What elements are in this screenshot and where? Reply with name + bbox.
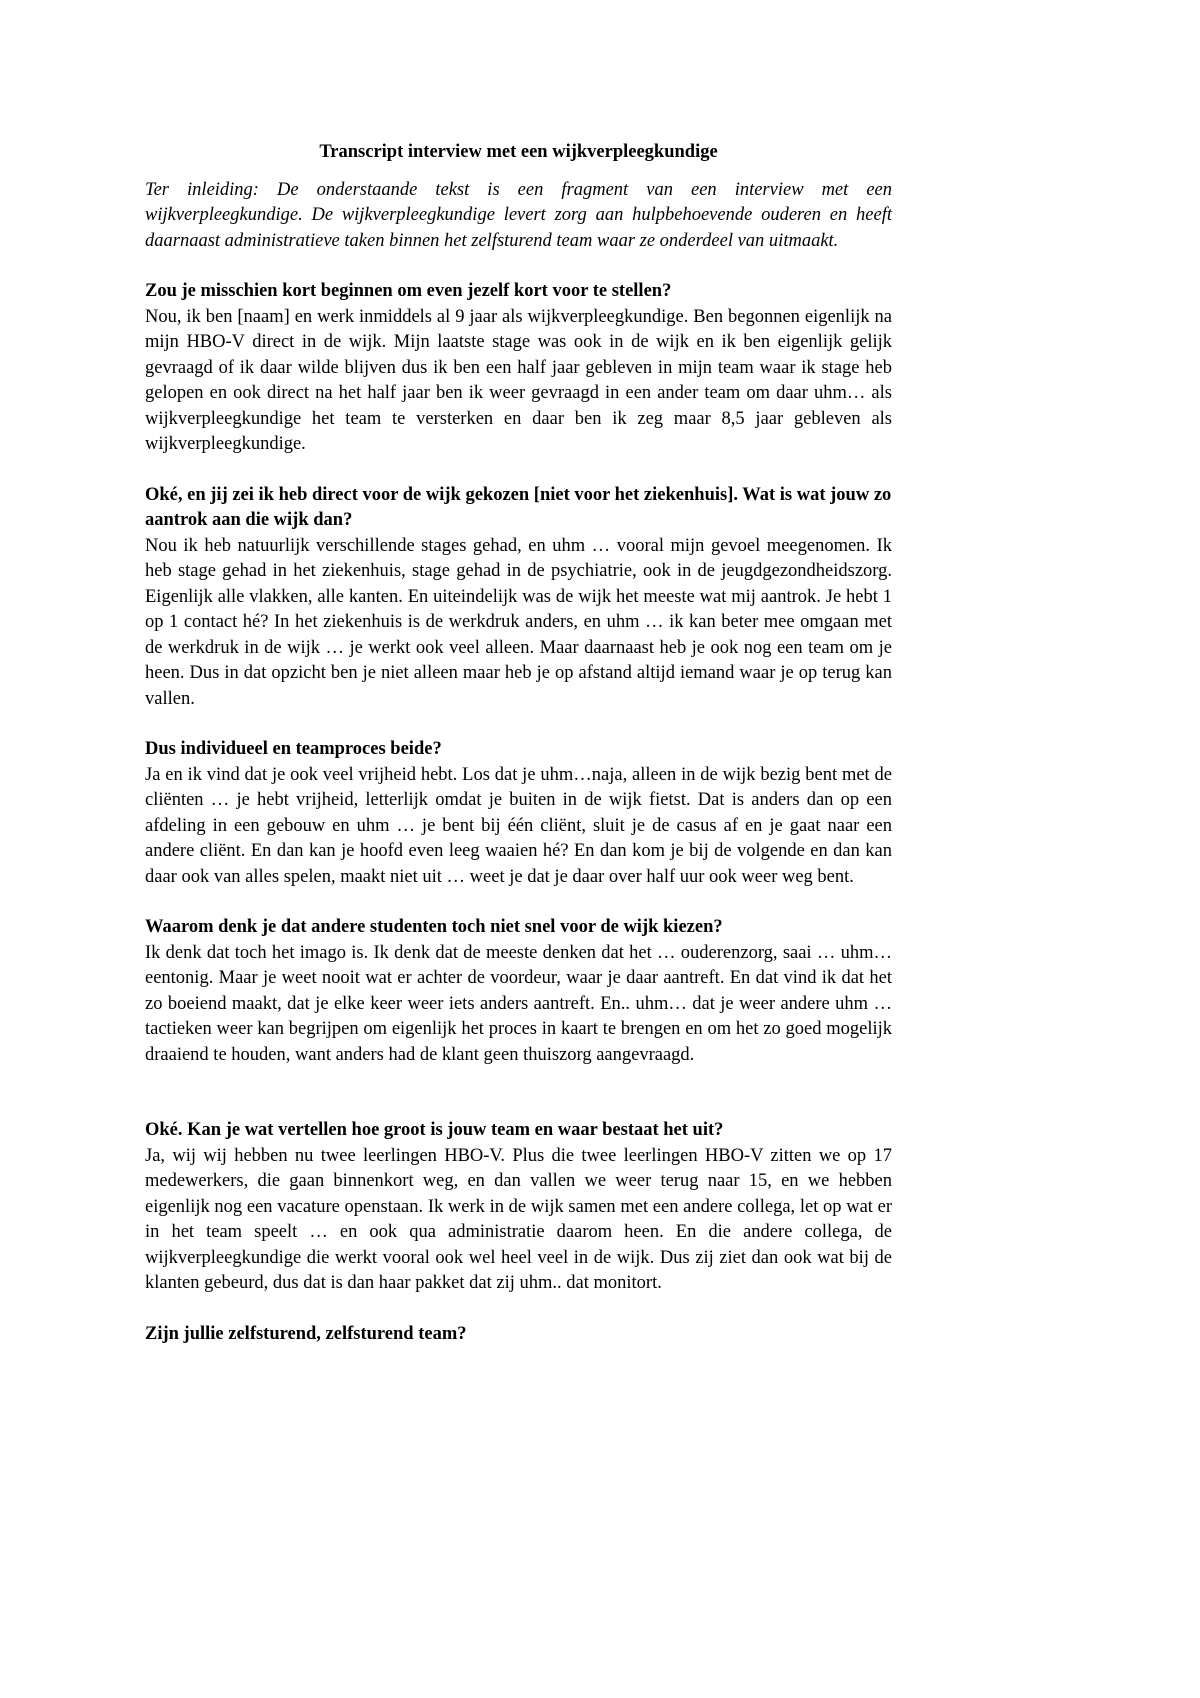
answer-1: Nou, ik ben [naam] en werk inmiddels al 9 jaar als wijkverpleegkundige. Ben begonnen eigenlijk na mijn HBO-V direct in de wijk. Mijn laatste stage was ook in de wijk en ik ben eigenlijk gelijk gevraagd of ik daar wilde blijven dus ik ben een half jaar gebleven in mijn team waar ik stage heb gelopen en ook direct na het half jaar ben ik weer gevraagd in een ander team om daar uhm… als wijkverpleegkundige het team te versterken en daar ben ik zeg maar 8,5 jaar gebleven als wijkverpleegkundige.	[145, 306, 892, 454]
document-title: Transcript interview met een wijkverpleegkundige	[319, 142, 718, 162]
question-1: Zou je misschien kort beginnen om even jezelf kort voor te stellen?	[145, 281, 672, 301]
qa-block-4	[145, 915, 892, 1068]
question-5: Oké. Kan je wat vertellen hoe groot is jouw team en waar bestaat het uit?	[145, 1120, 724, 1140]
qa-block-1	[145, 279, 892, 458]
answer-3: Ja en ik vind dat je ook veel vrijheid hebt. Los dat je uhm…naja, alleen in de wijk bezig bent met de cliënten … je hebt vrijheid, letterlijk omdat je buiten in de wijk fietst. Dat is anders dan op een afdeling in een gebouw en uhm … je bent bij één cliënt, sluit je de casus af en je gaat naar een andere cliënt. En dan kan je hoofd even leeg waaien hé? En dan kom je bij de volgende en dan kan daar ook van alles spelen, maakt niet uit … weet je dat je daar over half uur ook weer weg bent.	[145, 764, 892, 887]
answer-5: Ja, wij wij hebben nu twee leerlingen HBO-V. Plus die twee leerlingen HBO-V zitten we op 17 medewerkers, die gaan binnenkort weg, en dan vallen we weer terug naar 15, en we hebben eigenlijk nog een vacature openstaan. Ik werk in de wijk samen met een andere collega, let op wat er in het team speelt … en ook qua administratie daarom heen. En die andere collega, de wijkverpleegkundige die werkt vooral ook wel heel veel in de wijk. Dus zij ziet dan ook wat bij de klanten gebeurd, dus dat is dan haar pakket dat zij uhm.. dat monitort.	[145, 1145, 892, 1293]
qa-block-6	[145, 1322, 892, 1348]
qa-block-2	[145, 483, 892, 713]
qa-block-3	[145, 737, 892, 890]
question-2: Oké, en jij zei ik heb direct voor de wijk gekozen [niet voor het ziekenhuis]. Wat is wat jouw zo aantrok aan die wijk dan?	[145, 484, 892, 530]
question-6: Zijn jullie zelfsturend, zelfsturend team?	[145, 1323, 467, 1344]
qa-block-5	[145, 1118, 892, 1297]
intro-paragraph: Ter inleiding: De onderstaande tekst is een fragment van een interview met een wijkverpleegkundige. De wijkverpleegkundige levert zorg aan hulpbehoevende ouderen en heeft daarnaast administratieve taken binnen het zelfsturend team waar ze onderdeel van uitmaakt.	[145, 179, 892, 251]
document-page	[145, 140, 892, 1372]
answer-2: Nou ik heb natuurlijk verschillende stages gehad, en uhm … vooral mijn gevoel meegenomen. Ik heb stage gehad in het ziekenhuis, stage gehad in de psychiatrie, ook in de jeugdgezondheidszorg. Eigenlijk alle vlakken, alle kanten. En uiteindelijk was de wijk het meeste wat mij aantrok. Je hebt 1 op 1 contact hé? In het ziekenhuis is de werkdruk anders, en uhm … ik kan beter mee omgaan met de werkdruk in de wijk … je werkt ook veel alleen. Maar daarnaast heb je ook nog een team om je heen. Dus in dat opzicht ben je niet alleen maar heb je op afstand altijd iemand waar je op terug kan vallen.	[145, 535, 892, 709]
question-4: Waarom denk je dat andere studenten toch niet snel voor de wijk kiezen?	[145, 917, 723, 937]
answer-4: Ik denk dat toch het imago is. Ik denk dat de meeste denken dat het … ouderenzorg, saai … uhm… eentonig. Maar je weet nooit wat er achter de voordeur, waar je daar aantreft. En dat vind ik dat het zo boeiend maakt, dat je elke keer weer iets anders aantreft. En.. uhm… dat je weer andere uhm … tactieken weer kan begrijpen om eigenlijk het proces in kaart te brengen en om het zo goed mogelijk draaiend te houden, want anders had de klant geen thuiszorg aangevraagd.	[145, 942, 892, 1065]
question-3: Dus individueel en teamproces beide?	[145, 739, 442, 759]
